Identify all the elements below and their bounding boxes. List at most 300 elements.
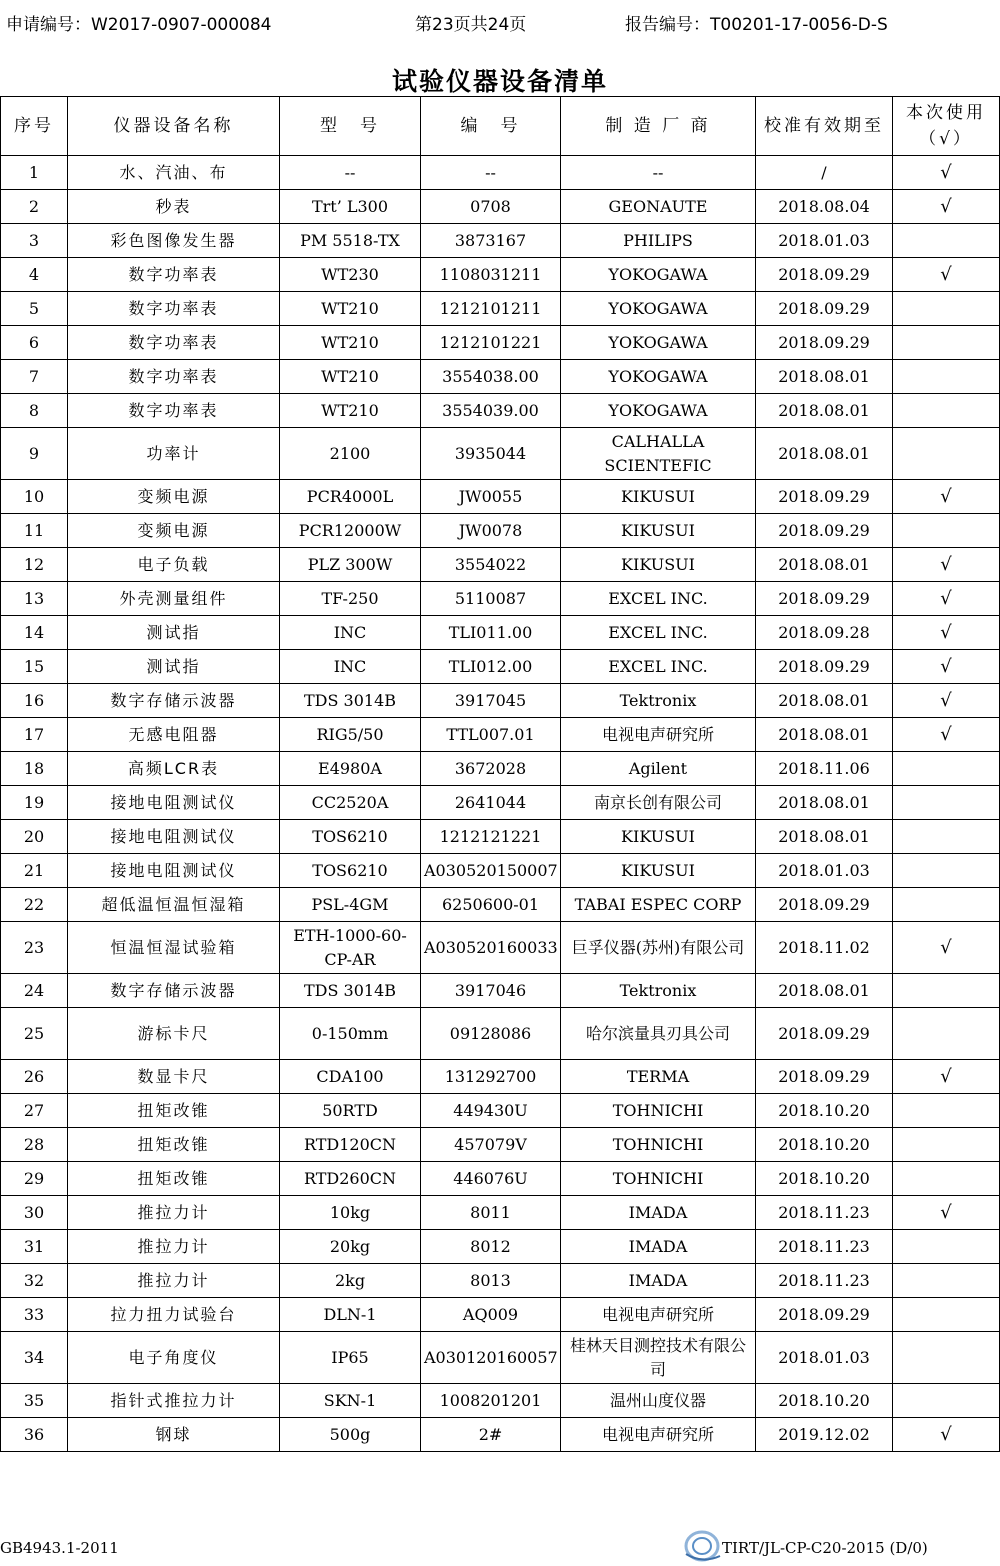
cell-seq: 13 [1,582,68,616]
cell-calibration: 2018.08.01 [756,548,893,582]
cell-manufacturer: IMADA [561,1264,756,1298]
cell-serial: 457079V [421,1128,561,1162]
cell-model: PSL-4GM [280,888,421,922]
cell-used: √ [893,922,1000,974]
cell-calibration: 2018.08.01 [756,820,893,854]
cell-manufacturer: TOHNICHI [561,1162,756,1196]
cell-seq: 2 [1,190,68,224]
cell-seq: 35 [1,1384,68,1418]
cell-model: RIG5/50 [280,718,421,752]
table-row [1,820,1000,854]
cell-used: √ [893,1196,1000,1230]
cell-manufacturer: EXCEL INC. [561,582,756,616]
cell-manufacturer: KIKUSUI [561,854,756,888]
cell-seq: 1 [1,156,68,190]
cell-model: WT210 [280,394,421,428]
cell-serial: TTL007.01 [421,718,561,752]
cell-model: E4980A [280,752,421,786]
cell-seq: 5 [1,292,68,326]
cell-seq: 3 [1,224,68,258]
cell-manufacturer: TERMA [561,1060,756,1094]
cell-serial: 131292700 [421,1060,561,1094]
cell-calibration: / [756,156,893,190]
cell-serial: JW0055 [421,480,561,514]
cell-calibration: 2018.08.01 [756,684,893,718]
cell-manufacturer: TOHNICHI [561,1128,756,1162]
cell-used [893,326,1000,360]
cell-model: PM 5518-TX [280,224,421,258]
column-header-name: 仪器设备名称 [68,97,280,156]
cell-calibration: 2018.09.29 [756,1060,893,1094]
cell-name: 扭矩改锥 [68,1094,280,1128]
cell-used: √ [893,650,1000,684]
cell-seq: 16 [1,684,68,718]
table-row [1,1196,1000,1230]
table-row [1,752,1000,786]
cell-manufacturer: YOKOGAWA [561,292,756,326]
cell-manufacturer: KIKUSUI [561,480,756,514]
cell-used: √ [893,616,1000,650]
cell-manufacturer: 温州山度仪器 [561,1384,756,1418]
cell-manufacturer: YOKOGAWA [561,326,756,360]
cell-serial: 3917046 [421,974,561,1008]
cell-manufacturer: YOKOGAWA [561,394,756,428]
cell-model: 0-150mm [280,1008,421,1060]
cell-serial: 2641044 [421,786,561,820]
cell-serial: 6250600-01 [421,888,561,922]
cell-seq: 18 [1,752,68,786]
cell-used: √ [893,156,1000,190]
table-row [1,1008,1000,1060]
application-number: 申请编号：W2017-0907-000084 [6,15,272,35]
cell-model: 10kg [280,1196,421,1230]
cell-name: 水、汽油、布 [68,156,280,190]
cell-used: √ [893,718,1000,752]
cell-model: PCR12000W [280,514,421,548]
cell-manufacturer: 电视电声研究所 [561,1418,756,1452]
cell-model: SKN-1 [280,1384,421,1418]
cell-seq: 11 [1,514,68,548]
cell-seq: 14 [1,616,68,650]
cell-name: 扭矩改锥 [68,1128,280,1162]
table-row [1,360,1000,394]
cell-calibration: 2018.11.02 [756,922,893,974]
table-row [1,1162,1000,1196]
cell-calibration: 2018.09.29 [756,1298,893,1332]
table-row [1,1060,1000,1094]
cell-seq: 10 [1,480,68,514]
cell-name: 钢球 [68,1418,280,1452]
cell-serial: 09128086 [421,1008,561,1060]
cell-manufacturer: -- [561,156,756,190]
cell-name: 测试指 [68,650,280,684]
cell-name: 测试指 [68,616,280,650]
cell-model: RTD120CN [280,1128,421,1162]
table-row [1,1128,1000,1162]
cell-manufacturer: PHILIPS [561,224,756,258]
cell-used [893,224,1000,258]
cell-used [893,974,1000,1008]
cell-seq: 26 [1,1060,68,1094]
cell-serial: AQ009 [421,1298,561,1332]
cell-calibration: 2018.01.03 [756,1332,893,1384]
cell-calibration: 2018.08.01 [756,718,893,752]
cell-calibration: 2018.09.29 [756,292,893,326]
cell-model: WT210 [280,292,421,326]
cell-name: 数显卡尺 [68,1060,280,1094]
cell-serial: 3917045 [421,684,561,718]
institute-logo-icon [680,1528,724,1564]
cell-model: 500g [280,1418,421,1452]
cell-used [893,1162,1000,1196]
table-row [1,974,1000,1008]
cell-manufacturer: Tektronix [561,974,756,1008]
cell-manufacturer: 电视电声研究所 [561,1298,756,1332]
cell-seq: 4 [1,258,68,292]
cell-used: √ [893,1418,1000,1452]
cell-calibration: 2018.09.29 [756,258,893,292]
cell-serial: 1212121221 [421,820,561,854]
cell-used [893,1384,1000,1418]
cell-serial: 3935044 [421,428,561,480]
cell-seq: 32 [1,1264,68,1298]
cell-used [893,1230,1000,1264]
cell-calibration: 2018.08.01 [756,360,893,394]
cell-model: TOS6210 [280,820,421,854]
cell-name: 数字存储示波器 [68,684,280,718]
cell-calibration: 2018.11.23 [756,1196,893,1230]
cell-model: PCR4000L [280,480,421,514]
cell-calibration: 2018.11.23 [756,1230,893,1264]
cell-seq: 20 [1,820,68,854]
cell-manufacturer: KIKUSUI [561,548,756,582]
table-row [1,616,1000,650]
cell-manufacturer: KIKUSUI [561,820,756,854]
cell-calibration: 2018.01.03 [756,224,893,258]
table-row [1,922,1000,974]
cell-name: 高频LCR表 [68,752,280,786]
cell-used [893,786,1000,820]
cell-name: 推拉力计 [68,1264,280,1298]
cell-seq: 12 [1,548,68,582]
cell-name: 功率计 [68,428,280,480]
cell-serial: 8011 [421,1196,561,1230]
cell-calibration: 2018.09.28 [756,616,893,650]
cell-serial: 3554022 [421,548,561,582]
cell-name: 电子负载 [68,548,280,582]
cell-calibration: 2018.10.20 [756,1094,893,1128]
cell-manufacturer: CALHALLA SCIENTEFIC [561,428,756,480]
cell-used [893,394,1000,428]
column-header-seq: 序号 [1,97,68,156]
table-row [1,548,1000,582]
cell-seq: 27 [1,1094,68,1128]
cell-calibration: 2018.08.04 [756,190,893,224]
cell-manufacturer: 哈尔滨量具刃具公司 [561,1008,756,1060]
cell-model: RTD260CN [280,1162,421,1196]
cell-model: IP65 [280,1332,421,1384]
cell-name: 数字功率表 [68,292,280,326]
cell-serial: A030520160033 [421,922,561,974]
cell-model: DLN-1 [280,1298,421,1332]
cell-seq: 7 [1,360,68,394]
table-row [1,1384,1000,1418]
cell-model: TDS 3014B [280,974,421,1008]
cell-model: 50RTD [280,1094,421,1128]
cell-serial: 1108031211 [421,258,561,292]
cell-seq: 8 [1,394,68,428]
cell-seq: 21 [1,854,68,888]
cell-used [893,1008,1000,1060]
cell-name: 无感电阻器 [68,718,280,752]
table-header-row [1,97,1000,156]
cell-model: TOS6210 [280,854,421,888]
cell-seq: 29 [1,1162,68,1196]
cell-calibration: 2018.09.29 [756,1008,893,1060]
cell-name: 变频电源 [68,514,280,548]
cell-name: 推拉力计 [68,1230,280,1264]
cell-model: INC [280,616,421,650]
cell-name: 接地电阻测试仪 [68,820,280,854]
cell-manufacturer: GEONAUTE [561,190,756,224]
cell-used: √ [893,1060,1000,1094]
equipment-table [0,96,1000,1452]
cell-manufacturer: Agilent [561,752,756,786]
cell-used: √ [893,480,1000,514]
cell-seq: 19 [1,786,68,820]
cell-name: 秒表 [68,190,280,224]
cell-manufacturer: 电视电声研究所 [561,718,756,752]
cell-seq: 17 [1,718,68,752]
column-header-serial: 编 号 [421,97,561,156]
cell-seq: 36 [1,1418,68,1452]
cell-calibration: 2018.09.29 [756,888,893,922]
cell-calibration: 2018.08.01 [756,974,893,1008]
table-row [1,394,1000,428]
cell-used [893,292,1000,326]
cell-calibration: 2018.10.20 [756,1384,893,1418]
cell-used [893,1332,1000,1384]
cell-manufacturer: 桂林天目测控技术有限公司 [561,1332,756,1384]
column-header-manufacturer: 制 造 厂 商 [561,97,756,156]
cell-name: 推拉力计 [68,1196,280,1230]
table-row [1,1418,1000,1452]
cell-name: 指针式推拉力计 [68,1384,280,1418]
table-row [1,1230,1000,1264]
table-row [1,1094,1000,1128]
cell-seq: 31 [1,1230,68,1264]
table-row [1,156,1000,190]
cell-calibration: 2018.10.20 [756,1162,893,1196]
cell-name: 数字存储示波器 [68,974,280,1008]
page-indicator: 第23页共24页 [415,15,527,35]
table-row [1,190,1000,224]
cell-name: 接地电阻测试仪 [68,786,280,820]
cell-serial: 3554038.00 [421,360,561,394]
cell-model: 20kg [280,1230,421,1264]
cell-model: WT210 [280,326,421,360]
cell-serial: 1212101211 [421,292,561,326]
cell-manufacturer: 巨孚仪器(苏州)有限公司 [561,922,756,974]
cell-serial: 8012 [421,1230,561,1264]
cell-serial: 449430U [421,1094,561,1128]
cell-seq: 33 [1,1298,68,1332]
table-row [1,786,1000,820]
cell-model: ETH-1000-60-CP-AR [280,922,421,974]
cell-calibration: 2018.08.01 [756,394,893,428]
report-number: 报告编号：T00201-17-0056-D-S [625,15,888,35]
cell-used [893,888,1000,922]
table-row [1,888,1000,922]
cell-calibration: 2018.09.29 [756,582,893,616]
cell-used [893,1094,1000,1128]
cell-seq: 22 [1,888,68,922]
cell-model: CC2520A [280,786,421,820]
cell-used [893,752,1000,786]
cell-used [893,820,1000,854]
table-row [1,258,1000,292]
cell-used [893,1128,1000,1162]
cell-name: 恒温恒湿试验箱 [68,922,280,974]
cell-serial: JW0078 [421,514,561,548]
cell-used [893,514,1000,548]
cell-name: 数字功率表 [68,326,280,360]
column-header-model: 型 号 [280,97,421,156]
cell-used [893,854,1000,888]
cell-manufacturer: YOKOGAWA [561,360,756,394]
table-row [1,224,1000,258]
cell-model: WT230 [280,258,421,292]
cell-used [893,1298,1000,1332]
cell-serial: A030120160057 [421,1332,561,1384]
cell-model: TF-250 [280,582,421,616]
cell-serial: 3873167 [421,224,561,258]
table-row [1,1264,1000,1298]
page-title: 试验仪器设备清单 [391,67,608,96]
cell-model: 2kg [280,1264,421,1298]
table-row [1,854,1000,888]
cell-calibration: 2019.12.02 [756,1418,893,1452]
table-row [1,428,1000,480]
cell-calibration: 2018.09.29 [756,326,893,360]
cell-name: 接地电阻测试仪 [68,854,280,888]
cell-used: √ [893,190,1000,224]
cell-manufacturer: TOHNICHI [561,1094,756,1128]
cell-seq: 28 [1,1128,68,1162]
cell-calibration: 2018.11.06 [756,752,893,786]
cell-serial: 0708 [421,190,561,224]
cell-serial: 5110087 [421,582,561,616]
cell-name: 拉力扭力试验台 [68,1298,280,1332]
cell-manufacturer: EXCEL INC. [561,616,756,650]
table-row [1,480,1000,514]
cell-serial: 3672028 [421,752,561,786]
table-row [1,326,1000,360]
cell-model: PLZ 300W [280,548,421,582]
cell-calibration: 2018.09.29 [756,514,893,548]
cell-serial: TLI012.00 [421,650,561,684]
cell-seq: 34 [1,1332,68,1384]
cell-seq: 9 [1,428,68,480]
cell-used: √ [893,548,1000,582]
page-header [0,10,1000,36]
cell-seq: 6 [1,326,68,360]
cell-seq: 24 [1,974,68,1008]
cell-calibration: 2018.09.29 [756,480,893,514]
cell-used [893,428,1000,480]
cell-serial: 2# [421,1418,561,1452]
cell-serial: A030520150007 [421,854,561,888]
cell-manufacturer: KIKUSUI [561,514,756,548]
cell-name: 数字功率表 [68,258,280,292]
cell-model: CDA100 [280,1060,421,1094]
cell-calibration: 2018.11.23 [756,1264,893,1298]
cell-calibration: 2018.08.01 [756,428,893,480]
table-row [1,718,1000,752]
column-header-used: 本次使用（√） [893,97,1000,156]
cell-calibration: 2018.08.01 [756,786,893,820]
cell-name: 扭矩改锥 [68,1162,280,1196]
cell-used: √ [893,684,1000,718]
cell-serial: 1212101221 [421,326,561,360]
table-row [1,650,1000,684]
cell-serial: 446076U [421,1162,561,1196]
table-row [1,514,1000,548]
cell-name: 电子角度仪 [68,1332,280,1384]
column-header-calibration: 校准有效期至 [756,97,893,156]
cell-name: 超低温恒温恒湿箱 [68,888,280,922]
cell-calibration: 2018.10.20 [756,1128,893,1162]
cell-manufacturer: TABAI ESPEC CORP [561,888,756,922]
cell-seq: 25 [1,1008,68,1060]
footer-form-code: TIRT/JL-CP-C20-2015 (D/0) [722,1539,928,1557]
cell-serial: 1008201201 [421,1384,561,1418]
equipment-table-body [1,156,1000,1452]
cell-name: 数字功率表 [68,394,280,428]
cell-manufacturer: IMADA [561,1230,756,1264]
cell-name: 变频电源 [68,480,280,514]
cell-calibration: 2018.09.29 [756,650,893,684]
cell-model: WT210 [280,360,421,394]
cell-manufacturer: YOKOGAWA [561,258,756,292]
cell-seq: 15 [1,650,68,684]
cell-name: 游标卡尺 [68,1008,280,1060]
table-row [1,1332,1000,1384]
table-row [1,1298,1000,1332]
table-row [1,292,1000,326]
cell-used [893,360,1000,394]
cell-manufacturer: IMADA [561,1196,756,1230]
cell-serial: TLI011.00 [421,616,561,650]
cell-manufacturer: EXCEL INC. [561,650,756,684]
cell-manufacturer: Tektronix [561,684,756,718]
cell-calibration: 2018.01.03 [756,854,893,888]
table-row [1,582,1000,616]
table-row [1,684,1000,718]
cell-model: 2100 [280,428,421,480]
cell-model: INC [280,650,421,684]
cell-name: 数字功率表 [68,360,280,394]
footer-standard: GB4943.1-2011 [0,1539,119,1557]
cell-model: Trt’ L300 [280,190,421,224]
cell-serial: -- [421,156,561,190]
cell-model: -- [280,156,421,190]
cell-seq: 30 [1,1196,68,1230]
cell-model: TDS 3014B [280,684,421,718]
cell-serial: 3554039.00 [421,394,561,428]
cell-seq: 23 [1,922,68,974]
cell-used: √ [893,258,1000,292]
